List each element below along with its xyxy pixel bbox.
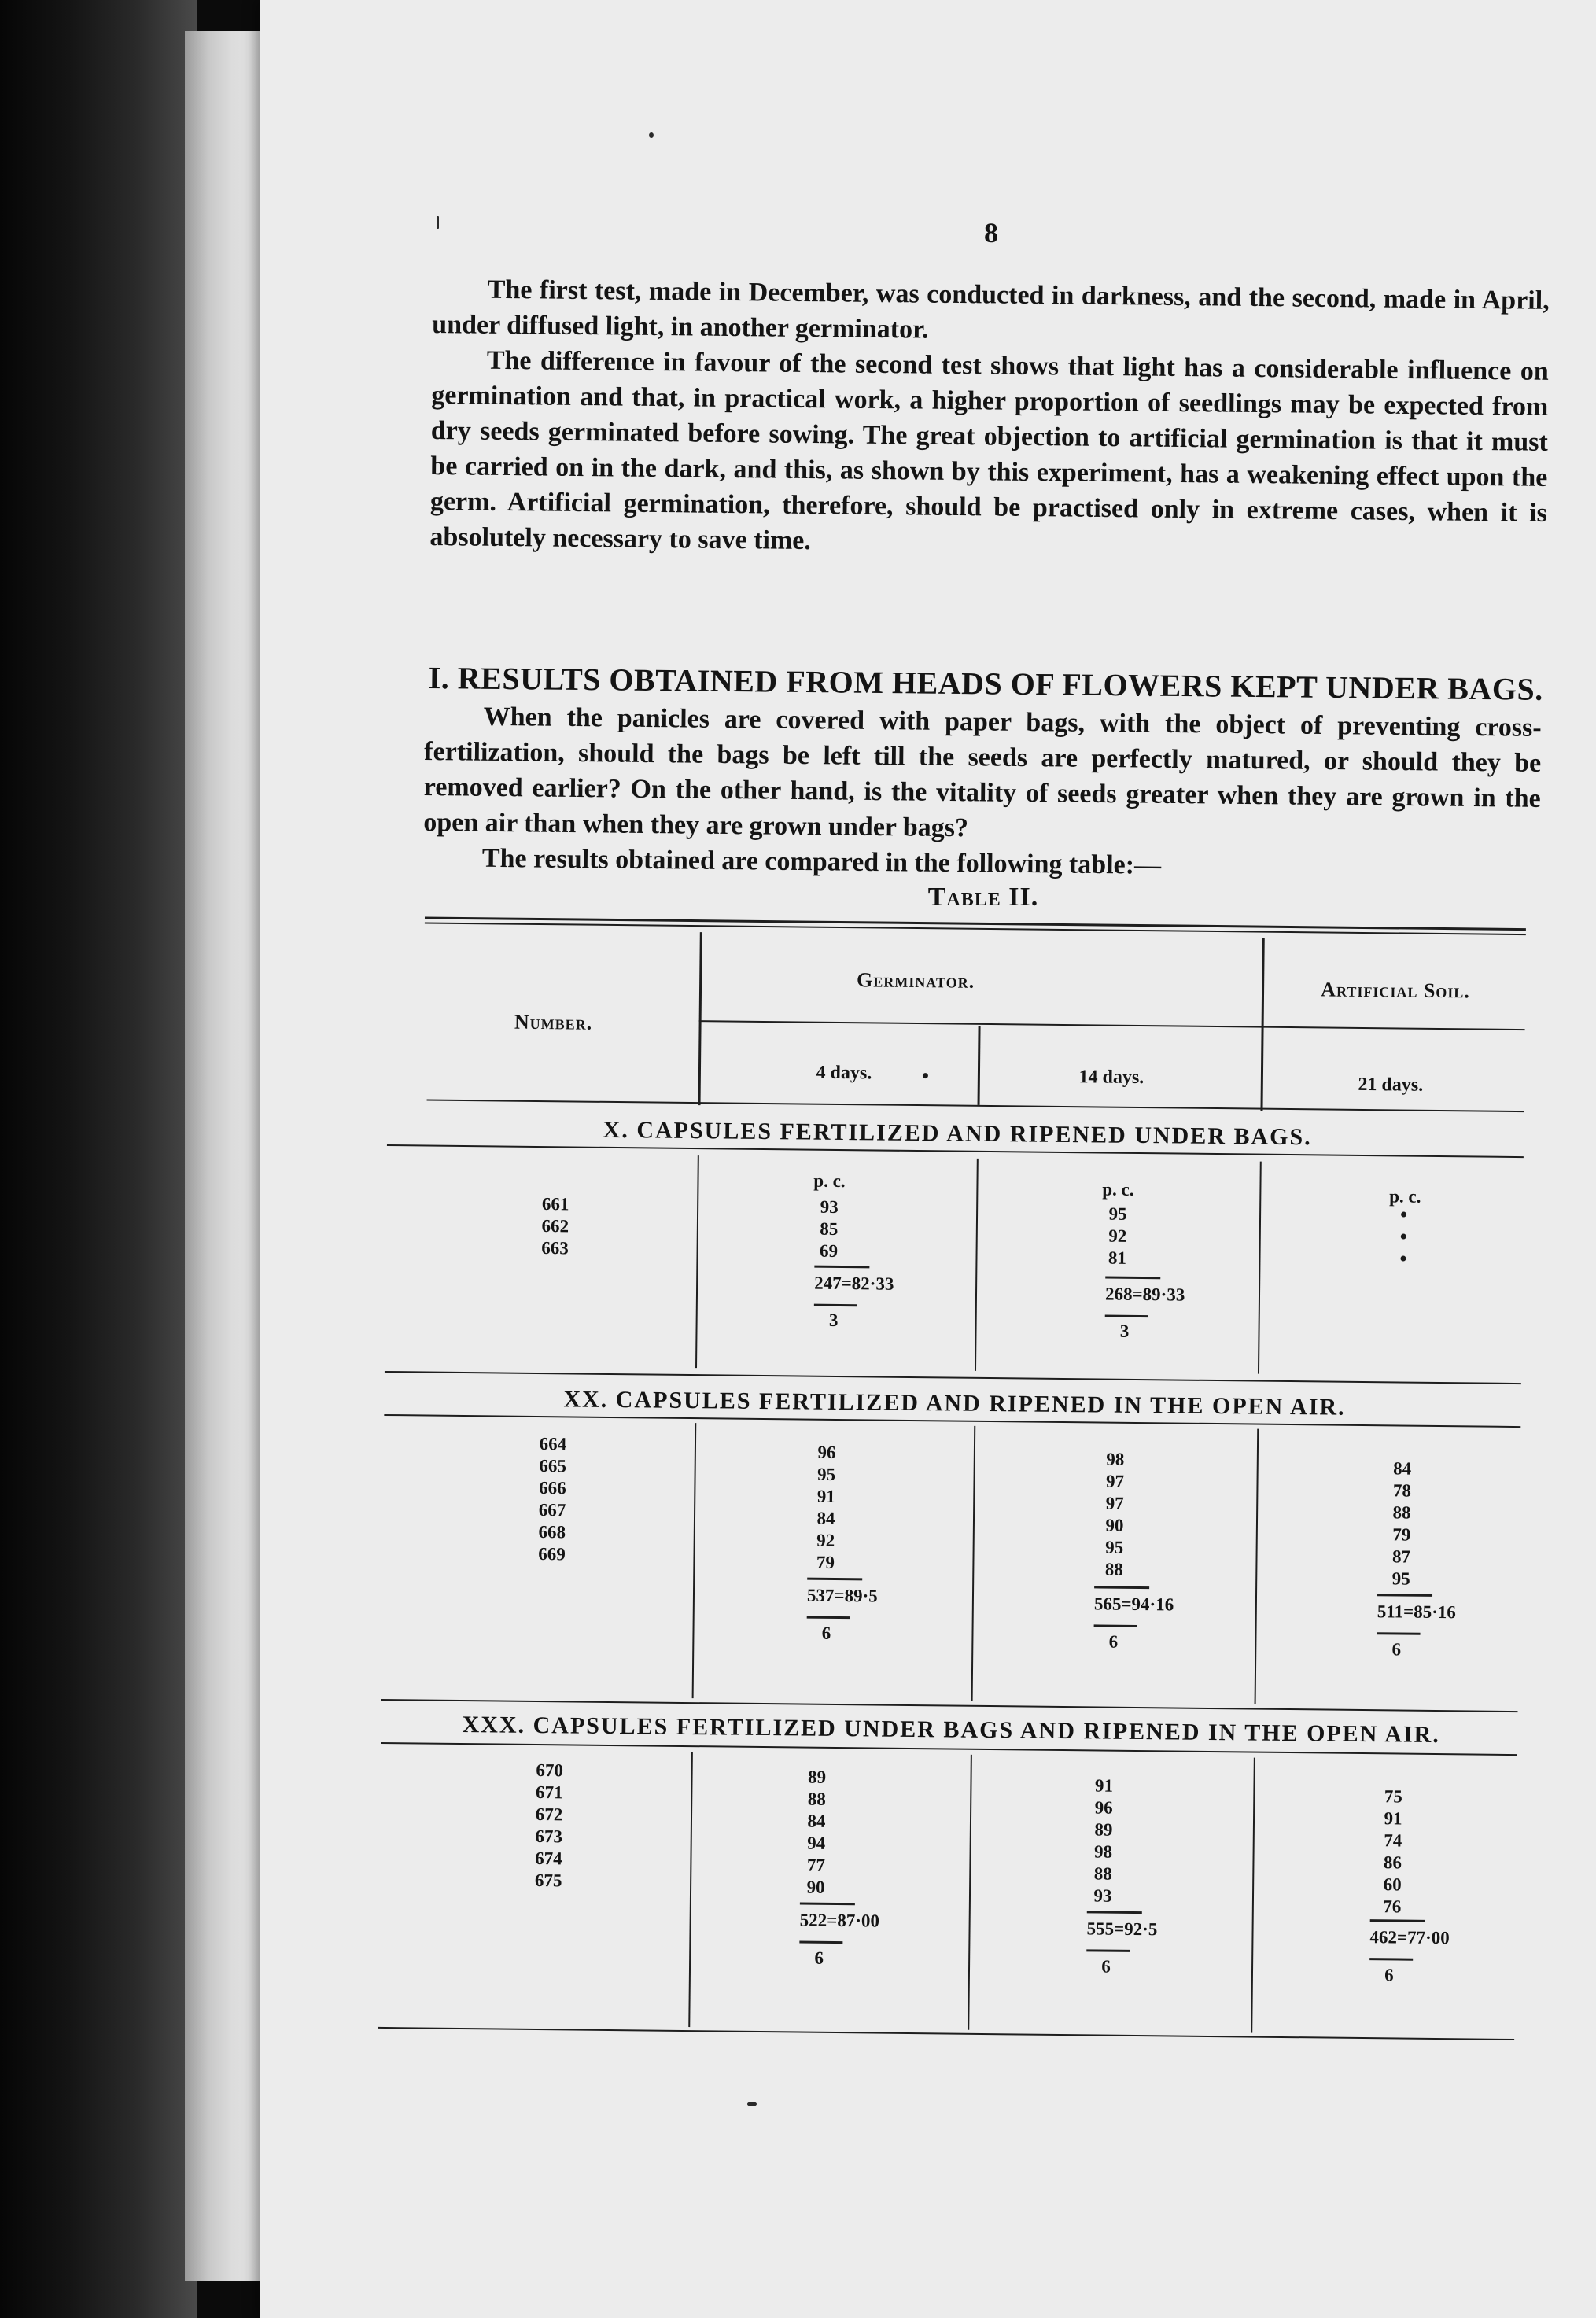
section-heading: I. RESULTS OBTAINED FROM HEADS OF FLOWERS KEPT UNDER BAGS. bbox=[428, 659, 1543, 707]
header-germinator: Germinator. bbox=[856, 968, 975, 993]
header-number: Number. bbox=[514, 1010, 593, 1034]
column-divider bbox=[1251, 1758, 1255, 2033]
page-number: 8 bbox=[984, 217, 998, 249]
column-divider bbox=[975, 1159, 979, 1371]
header-4-days: 4 days. bbox=[816, 1062, 872, 1084]
sum-rule bbox=[807, 1616, 850, 1620]
sum-14-days-xx: 565=94·16 bbox=[1093, 1594, 1174, 1615]
value-cell: 89 bbox=[807, 1767, 827, 1787]
column-divider bbox=[698, 932, 702, 1105]
header-21-days: 21 days. bbox=[1358, 1074, 1424, 1096]
paragraph: The difference in favour of the second test shows that light has a considerable influence on germination and that, in practical work, a higher proportion of seedlings may be expected from dry seeds germinated before sowing. The great objection to artificial germination is that it must be carried on in the dark, and this, as shown by this experiment, has a weakening effect upon the germ. Artificial germination, therefore, should be practised only in extreme cases, when it is absolutely necessary to save time. bbox=[429, 345, 1549, 556]
table-dot bbox=[1401, 1211, 1406, 1217]
sum-rule bbox=[1086, 1949, 1130, 1952]
unit-label: p. c. bbox=[1102, 1179, 1134, 1200]
value-cell: 89 bbox=[1094, 1819, 1113, 1840]
value-cell: 79 bbox=[816, 1552, 835, 1572]
row-number: 664 bbox=[539, 1434, 567, 1454]
value-cell: 94 bbox=[807, 1833, 826, 1853]
sum-rule bbox=[799, 1941, 842, 1944]
value-cell: 92 bbox=[1108, 1225, 1127, 1246]
divisor: 6 bbox=[1384, 1965, 1394, 1985]
sum-rule bbox=[1377, 1594, 1432, 1597]
column-divider bbox=[1258, 1162, 1262, 1374]
paragraph: The results obtained are compared in the following table:— bbox=[481, 843, 1162, 880]
value-cell: 85 bbox=[820, 1218, 839, 1239]
divisor: 3 bbox=[828, 1310, 839, 1331]
row-number: 675 bbox=[534, 1870, 562, 1891]
dust-speck bbox=[437, 216, 439, 229]
values-21-days-xx bbox=[1354, 1458, 1450, 1590]
column-divider bbox=[1255, 1429, 1259, 1704]
dust-speck bbox=[649, 132, 654, 138]
divisor: 6 bbox=[1101, 1956, 1111, 1977]
sum-rule bbox=[1087, 1911, 1142, 1914]
row-number: 671 bbox=[535, 1782, 563, 1803]
value-cell: 86 bbox=[1383, 1852, 1402, 1873]
values-4-days-xxx bbox=[769, 1766, 864, 1899]
values-4-days-xx bbox=[778, 1441, 874, 1574]
row-number: 673 bbox=[535, 1826, 563, 1847]
sum-rule bbox=[1105, 1315, 1148, 1318]
value-cell: 91 bbox=[1094, 1775, 1114, 1796]
value-cell: 84 bbox=[807, 1811, 826, 1831]
table-dot bbox=[1401, 1233, 1406, 1239]
value-cell: 93 bbox=[1093, 1885, 1112, 1906]
row-number: 665 bbox=[539, 1456, 567, 1476]
row-numbers-xxx bbox=[501, 1760, 597, 1892]
divisor: 6 bbox=[814, 1948, 824, 1968]
sum-4-days-xx: 537=89·5 bbox=[806, 1585, 878, 1606]
sum-21-days-xx: 511=85·16 bbox=[1377, 1601, 1456, 1623]
values-14-days-x bbox=[1070, 1203, 1165, 1270]
value-cell: 75 bbox=[1384, 1786, 1402, 1807]
value-cell: 95 bbox=[1391, 1568, 1410, 1589]
values-14-days-xx bbox=[1067, 1448, 1163, 1581]
sum-21-days-xxx: 462=77·00 bbox=[1369, 1927, 1450, 1948]
value-cell: 88 bbox=[1392, 1502, 1411, 1523]
column-divider bbox=[692, 1423, 697, 1698]
sum-rule bbox=[807, 1578, 862, 1581]
group-title-xx: XX. CAPSULES FERTILIZED AND RIPENED IN THE OPEN AIR. bbox=[563, 1386, 1346, 1421]
value-cell: 95 bbox=[1105, 1537, 1124, 1557]
row-numbers-x bbox=[507, 1193, 603, 1260]
value-cell: 96 bbox=[1094, 1797, 1113, 1818]
group-rule bbox=[385, 1371, 1521, 1384]
unit-label: p. c. bbox=[813, 1170, 846, 1192]
sum-rule bbox=[814, 1266, 869, 1269]
paragraph: The first test, made in December, was conducted in darkness, and the second, made in April, under diffused light, in another germinator. bbox=[432, 275, 1550, 345]
row-number: 670 bbox=[536, 1760, 564, 1781]
dust-speck bbox=[747, 2102, 757, 2106]
table-dot bbox=[1400, 1255, 1406, 1261]
body-text bbox=[429, 271, 1550, 566]
value-cell: 97 bbox=[1105, 1471, 1125, 1491]
value-cell: 97 bbox=[1105, 1493, 1124, 1513]
sum-4-days-x: 247=82·33 bbox=[814, 1273, 894, 1294]
row-number: 662 bbox=[541, 1216, 569, 1236]
sum-rule bbox=[1094, 1586, 1149, 1589]
value-cell: 78 bbox=[1392, 1480, 1412, 1501]
value-cell: 69 bbox=[819, 1240, 839, 1261]
scan-dark-margin bbox=[0, 0, 197, 2318]
value-cell: 77 bbox=[806, 1855, 826, 1875]
divisor: 6 bbox=[1108, 1631, 1119, 1652]
values-14-days-xxx bbox=[1056, 1774, 1152, 1907]
value-cell: 76 bbox=[1383, 1896, 1402, 1917]
row-number: 672 bbox=[535, 1804, 563, 1825]
column-divider bbox=[695, 1155, 699, 1368]
value-cell: 91 bbox=[1384, 1808, 1402, 1829]
sum-14-days-xxx: 555=92·5 bbox=[1086, 1918, 1158, 1940]
column-divider bbox=[688, 1752, 693, 2027]
sum-rule bbox=[800, 1903, 855, 1906]
values-4-days-x bbox=[781, 1196, 876, 1262]
value-cell: 84 bbox=[1393, 1458, 1412, 1479]
value-cell: 91 bbox=[816, 1486, 835, 1506]
divisor: 6 bbox=[821, 1623, 831, 1643]
divisor: 3 bbox=[1119, 1321, 1130, 1341]
value-cell: 88 bbox=[807, 1789, 826, 1809]
column-divider bbox=[978, 1026, 981, 1105]
value-cell: 79 bbox=[1392, 1524, 1411, 1545]
sum-rule bbox=[1370, 1919, 1425, 1922]
row-number: 661 bbox=[541, 1194, 569, 1214]
value-cell: 90 bbox=[1105, 1515, 1124, 1535]
value-cell: 88 bbox=[1093, 1863, 1112, 1884]
unit-label: p. c. bbox=[1389, 1186, 1421, 1207]
row-number: 666 bbox=[539, 1478, 566, 1498]
row-numbers-xx bbox=[504, 1433, 600, 1566]
divisor: 6 bbox=[1391, 1639, 1402, 1660]
group-rule bbox=[381, 1699, 1518, 1712]
row-number: 674 bbox=[535, 1848, 562, 1869]
sum-rule bbox=[1369, 1958, 1413, 1961]
value-cell: 92 bbox=[816, 1530, 835, 1550]
value-cell: 74 bbox=[1384, 1830, 1402, 1851]
value-cell: 90 bbox=[806, 1877, 825, 1897]
sum-rule bbox=[1377, 1632, 1421, 1635]
column-divider bbox=[971, 1426, 976, 1701]
column-divider bbox=[968, 1755, 972, 2030]
results-table bbox=[378, 916, 1530, 2061]
values-21-days-xxx bbox=[1345, 1785, 1441, 1918]
paragraph: When the panicles are covered with paper bags, with the object of preventing cross-fertilization, should the bags be left till the seeds are perfectly matured, or should they be removed earlier? On the other hand, is the vitality of seeds greater when they are grown in the open air than when they are grown under bags? bbox=[423, 702, 1542, 843]
sum-14-days-x: 268=89·33 bbox=[1104, 1284, 1185, 1305]
value-cell: 95 bbox=[1108, 1203, 1127, 1224]
group-title-xxx: XXX. CAPSULES FERTILIZED UNDER BAGS AND RIPENED IN THE OPEN AIR. bbox=[462, 1712, 1440, 1749]
value-cell: 88 bbox=[1104, 1559, 1123, 1579]
header-artificial-soil: Artificial Soil. bbox=[1321, 978, 1471, 1003]
sum-rule bbox=[814, 1304, 857, 1307]
column-divider bbox=[1260, 938, 1264, 1111]
table-bottom-rule bbox=[378, 2027, 1514, 2040]
table-header-rule bbox=[427, 1100, 1524, 1113]
header-14-days: 14 days. bbox=[1078, 1067, 1144, 1089]
row-number: 668 bbox=[538, 1522, 566, 1542]
sum-rule bbox=[1105, 1277, 1160, 1280]
table-dot bbox=[923, 1073, 928, 1078]
value-cell: 98 bbox=[1106, 1449, 1125, 1469]
row-number: 667 bbox=[538, 1500, 566, 1520]
row-number: 663 bbox=[541, 1238, 569, 1259]
value-cell: 93 bbox=[820, 1196, 839, 1217]
value-cell: 98 bbox=[1093, 1841, 1113, 1862]
intro-text bbox=[423, 698, 1542, 887]
value-cell: 95 bbox=[816, 1464, 836, 1484]
value-cell: 81 bbox=[1108, 1247, 1127, 1268]
value-cell: 96 bbox=[817, 1442, 836, 1462]
group-title-x: X. CAPSULES FERTILIZED AND RIPENED UNDER BAGS. bbox=[603, 1116, 1312, 1151]
value-cell: 60 bbox=[1383, 1874, 1402, 1895]
sum-4-days-xxx: 522=87·00 bbox=[799, 1910, 880, 1931]
row-number: 669 bbox=[538, 1544, 566, 1564]
table-caption: Table II. bbox=[927, 883, 1039, 912]
sum-rule bbox=[1094, 1624, 1137, 1627]
value-cell: 87 bbox=[1391, 1546, 1411, 1567]
header-subrule bbox=[699, 1020, 1525, 1030]
value-cell: 84 bbox=[816, 1508, 835, 1528]
